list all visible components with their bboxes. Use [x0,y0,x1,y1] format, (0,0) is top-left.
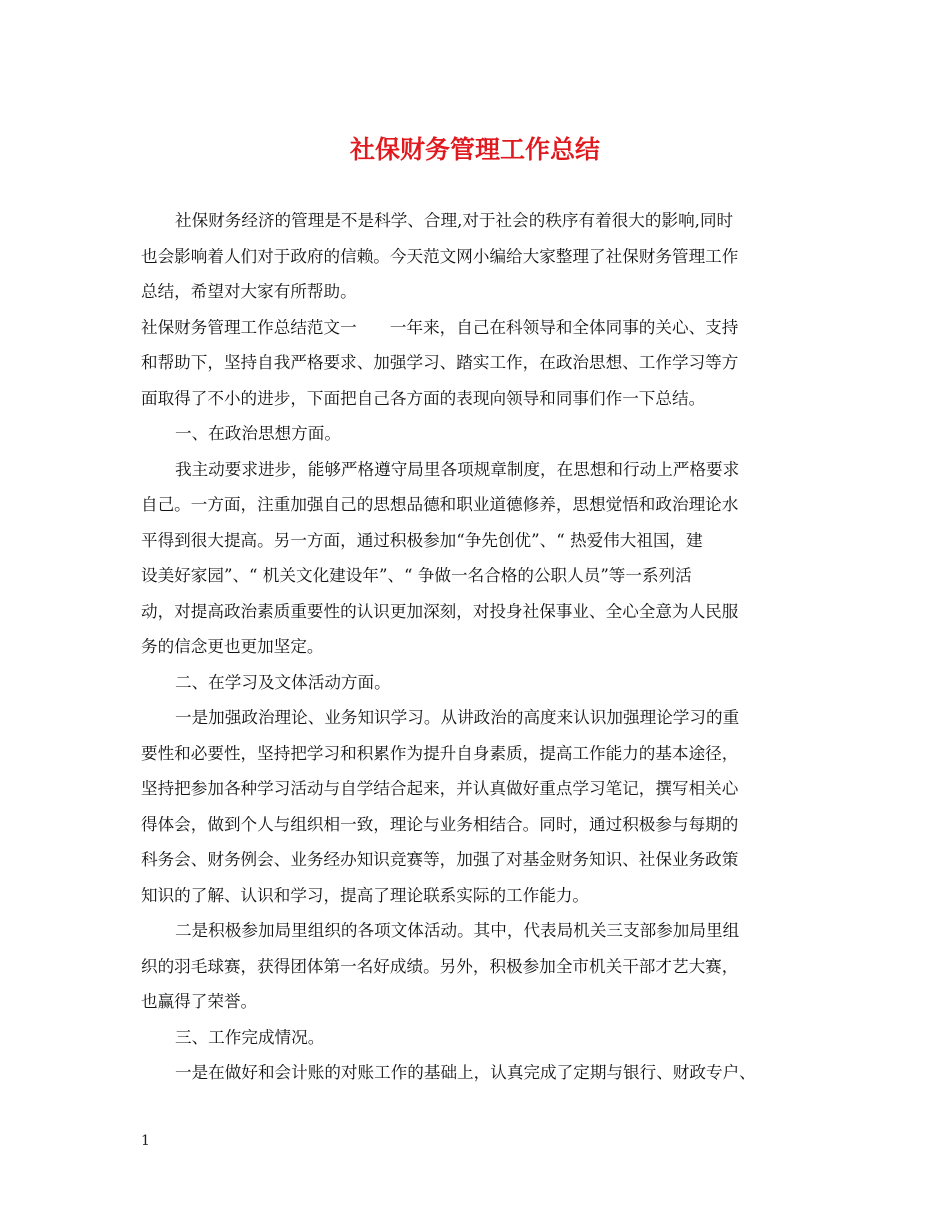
page-number: 1 [141,1133,150,1149]
section-heading: 二、在学习及文体活动方面。 [175,672,391,692]
text-line: 设美好家园”、“ 机关文化建设年”、“ 争做一名合格的公职人员”等一系列活 [141,566,692,585]
text-line: 平得到很大提高。另一方面，通过积极参加“争先创优”、“ 热爱伟大祖国，建 [141,530,703,550]
text-line: 总结，希望对大家有所帮助。 [141,282,357,301]
text-line: 动，对提高政治素质重要性的认识更加深刻，对投身社保事业、全心全意为人民服 [141,601,739,621]
text-line: 二是积极参加局里组织的各项文体活动。其中，代表局机关三支部参加局里组 [175,921,740,940]
text-line: 坚持把参加各种学习活动与自学结合起来，并认真做好重点学习笔记，撰写相关心 [141,779,739,798]
text-line: 和帮助下，坚持自我严格要求、加强学习、踏实工作，在政治思想、工作学习等方 [141,353,739,372]
text-line: 要性和必要性，坚持把学习和积累作为提升自身素质，提高工作能力的基本途径， [141,743,739,763]
text-line: 一是在做好和会计账的对账工作的基础上，认真完成了定期与银行、财政专户、 [175,1063,756,1082]
text-line: 我主动要求进步，能够严格遵守局里各项规章制度，在思想和行动上严格要求 [175,459,740,479]
text-line: 社保财务管理工作总结范文一 一年来，自己在科领导和全体同事的关心、支持 [141,317,739,337]
section-heading: 三、工作完成情况。 [175,1027,325,1047]
text-line: 也会影响着人们对于政府的信赖。今天范文网小编给大家整理了社保财务管理工作 [141,246,739,266]
text-line: 科务会、财务例会、业务经办知识竞赛等，加强了对基金财务知识、社保业务政策 [141,850,739,869]
text-line: 一是加强政治理论、业务知识学习。从讲政治的高度来认识加强理论学习的重 [175,708,740,727]
text-line: 知识的了解、认识和学习，提高了理论联系实际的工作能力。 [141,885,590,905]
text-line: 社保财务经济的管理是不是科学、合理,对于社会的秩序有着很大的影响,同时 [175,211,734,230]
text-line: 也赢得了荣誉。 [141,992,258,1011]
text-line: 自己。一方面，注重加强自己的思想品德和职业道德修养，思想觉悟和政治理论水 [141,495,739,514]
text-line: 面取得了不小的进步，下面把自己各方面的表现向领导和同事们作一下总结。 [141,388,706,408]
text-line: 务的信念更也更加坚定。 [141,637,324,656]
text-line: 织的羽毛球赛，获得团体第一名好成绩。另外，积极参加全市机关干部才艺大赛， [141,956,739,976]
text-line: 得体会，做到个人与组织相一致，理论与业务相结合。同时，通过积极参与每期的 [141,814,739,834]
page-title: 社保财务管理工作总结 [349,135,600,164]
document-body [141,203,811,1091]
section-heading: 一、在政治思想方面。 [175,424,341,443]
